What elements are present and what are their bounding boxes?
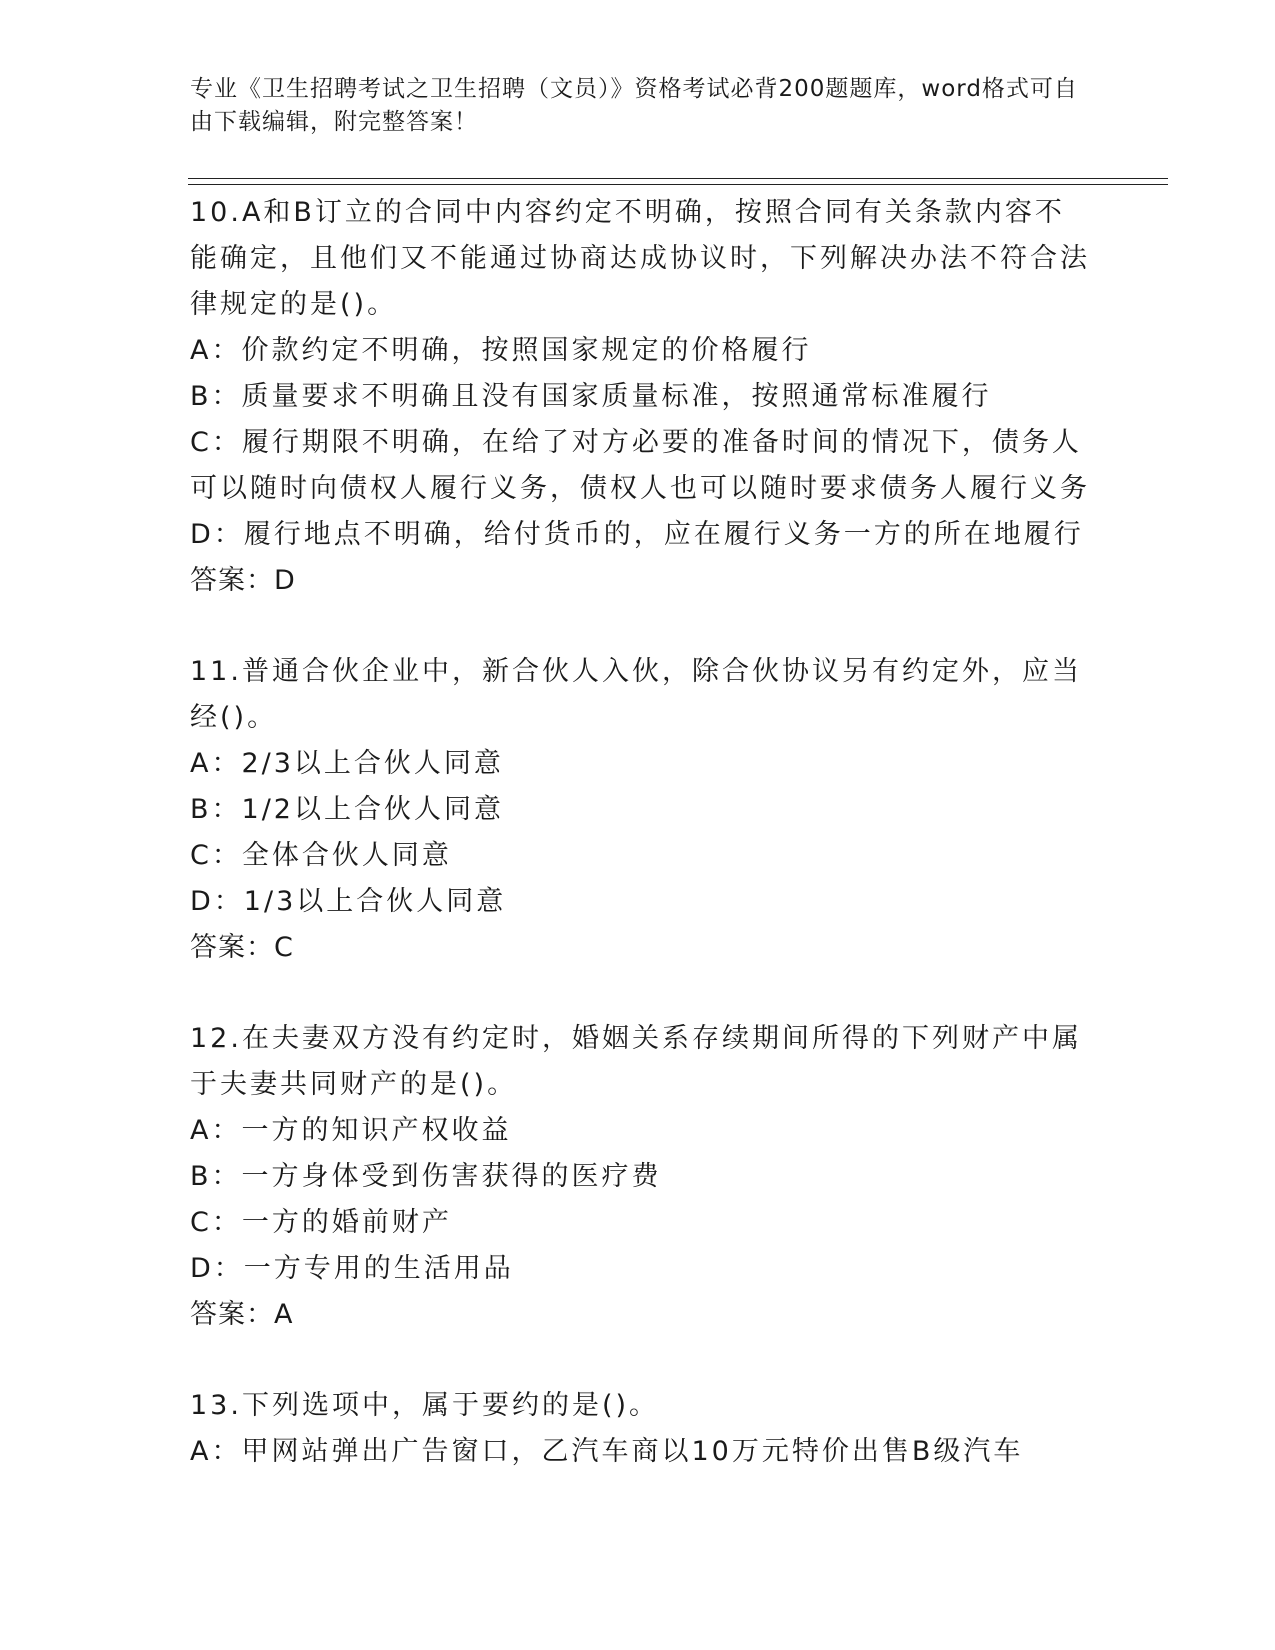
question-stem: 13.下列选项中，属于要约的是()。 bbox=[190, 1390, 660, 1421]
question-10 bbox=[190, 190, 1090, 604]
option-a: A：甲网站弹出广告窗口，乙汽车商以10万元特价出售B级汽车 bbox=[190, 1436, 1024, 1467]
answer-label: 答案：D bbox=[190, 565, 296, 596]
answer-label: 答案：C bbox=[190, 932, 294, 963]
option-b: B：一方身体受到伤害获得的医疗费 bbox=[190, 1161, 662, 1192]
question-stem: 12.在夫妻双方没有约定时，婚姻关系存续期间所得的下列财产中属于夫妻共同财产的是()。 bbox=[190, 1023, 1082, 1100]
question-12 bbox=[190, 1016, 1090, 1338]
header-divider-bottom bbox=[188, 184, 1168, 185]
document-header: 专业《卫生招聘考试之卫生招聘（文员）》资格考试必背200题题库，word格式可自由下载编辑，附完整答案！ bbox=[190, 76, 1078, 135]
option-a: A：一方的知识产权收益 bbox=[190, 1115, 512, 1146]
question-list bbox=[190, 190, 1090, 1520]
option-c: C：履行期限不明确，在给了对方必要的准备时间的情况下，债务人可以随时向债权人履行义务，债权人也可以随时要求债务人履行义务 bbox=[190, 427, 1090, 504]
question-stem: 11.普通合伙企业中，新合伙人入伙，除合伙协议另有约定外，应当经()。 bbox=[190, 656, 1082, 733]
option-a: A：价款约定不明确，按照国家规定的价格履行 bbox=[190, 335, 812, 366]
option-d: D：1/3以上合伙人同意 bbox=[190, 886, 507, 917]
question-13 bbox=[190, 1383, 1090, 1475]
option-d: D：一方专用的生活用品 bbox=[190, 1253, 514, 1284]
question-stem: 10.A和B订立的合同中内容约定不明确，按照合同有关条款内容不能确定，且他们又不能通过协商达成协议时，下列解决办法不符合法律规定的是()。 bbox=[190, 197, 1090, 320]
option-b: B：质量要求不明确且没有国家质量标准，按照通常标准履行 bbox=[190, 381, 992, 412]
question-11 bbox=[190, 649, 1090, 971]
option-c: C：全体合伙人同意 bbox=[190, 840, 452, 871]
option-b: B：1/2以上合伙人同意 bbox=[190, 794, 504, 825]
option-d: D：履行地点不明确，给付货币的，应在履行义务一方的所在地履行 bbox=[190, 519, 1084, 550]
option-a: A：2/3以上合伙人同意 bbox=[190, 748, 504, 779]
option-c: C：一方的婚前财产 bbox=[190, 1207, 452, 1238]
answer-label: 答案：A bbox=[190, 1299, 294, 1330]
header-divider-top bbox=[188, 178, 1168, 179]
